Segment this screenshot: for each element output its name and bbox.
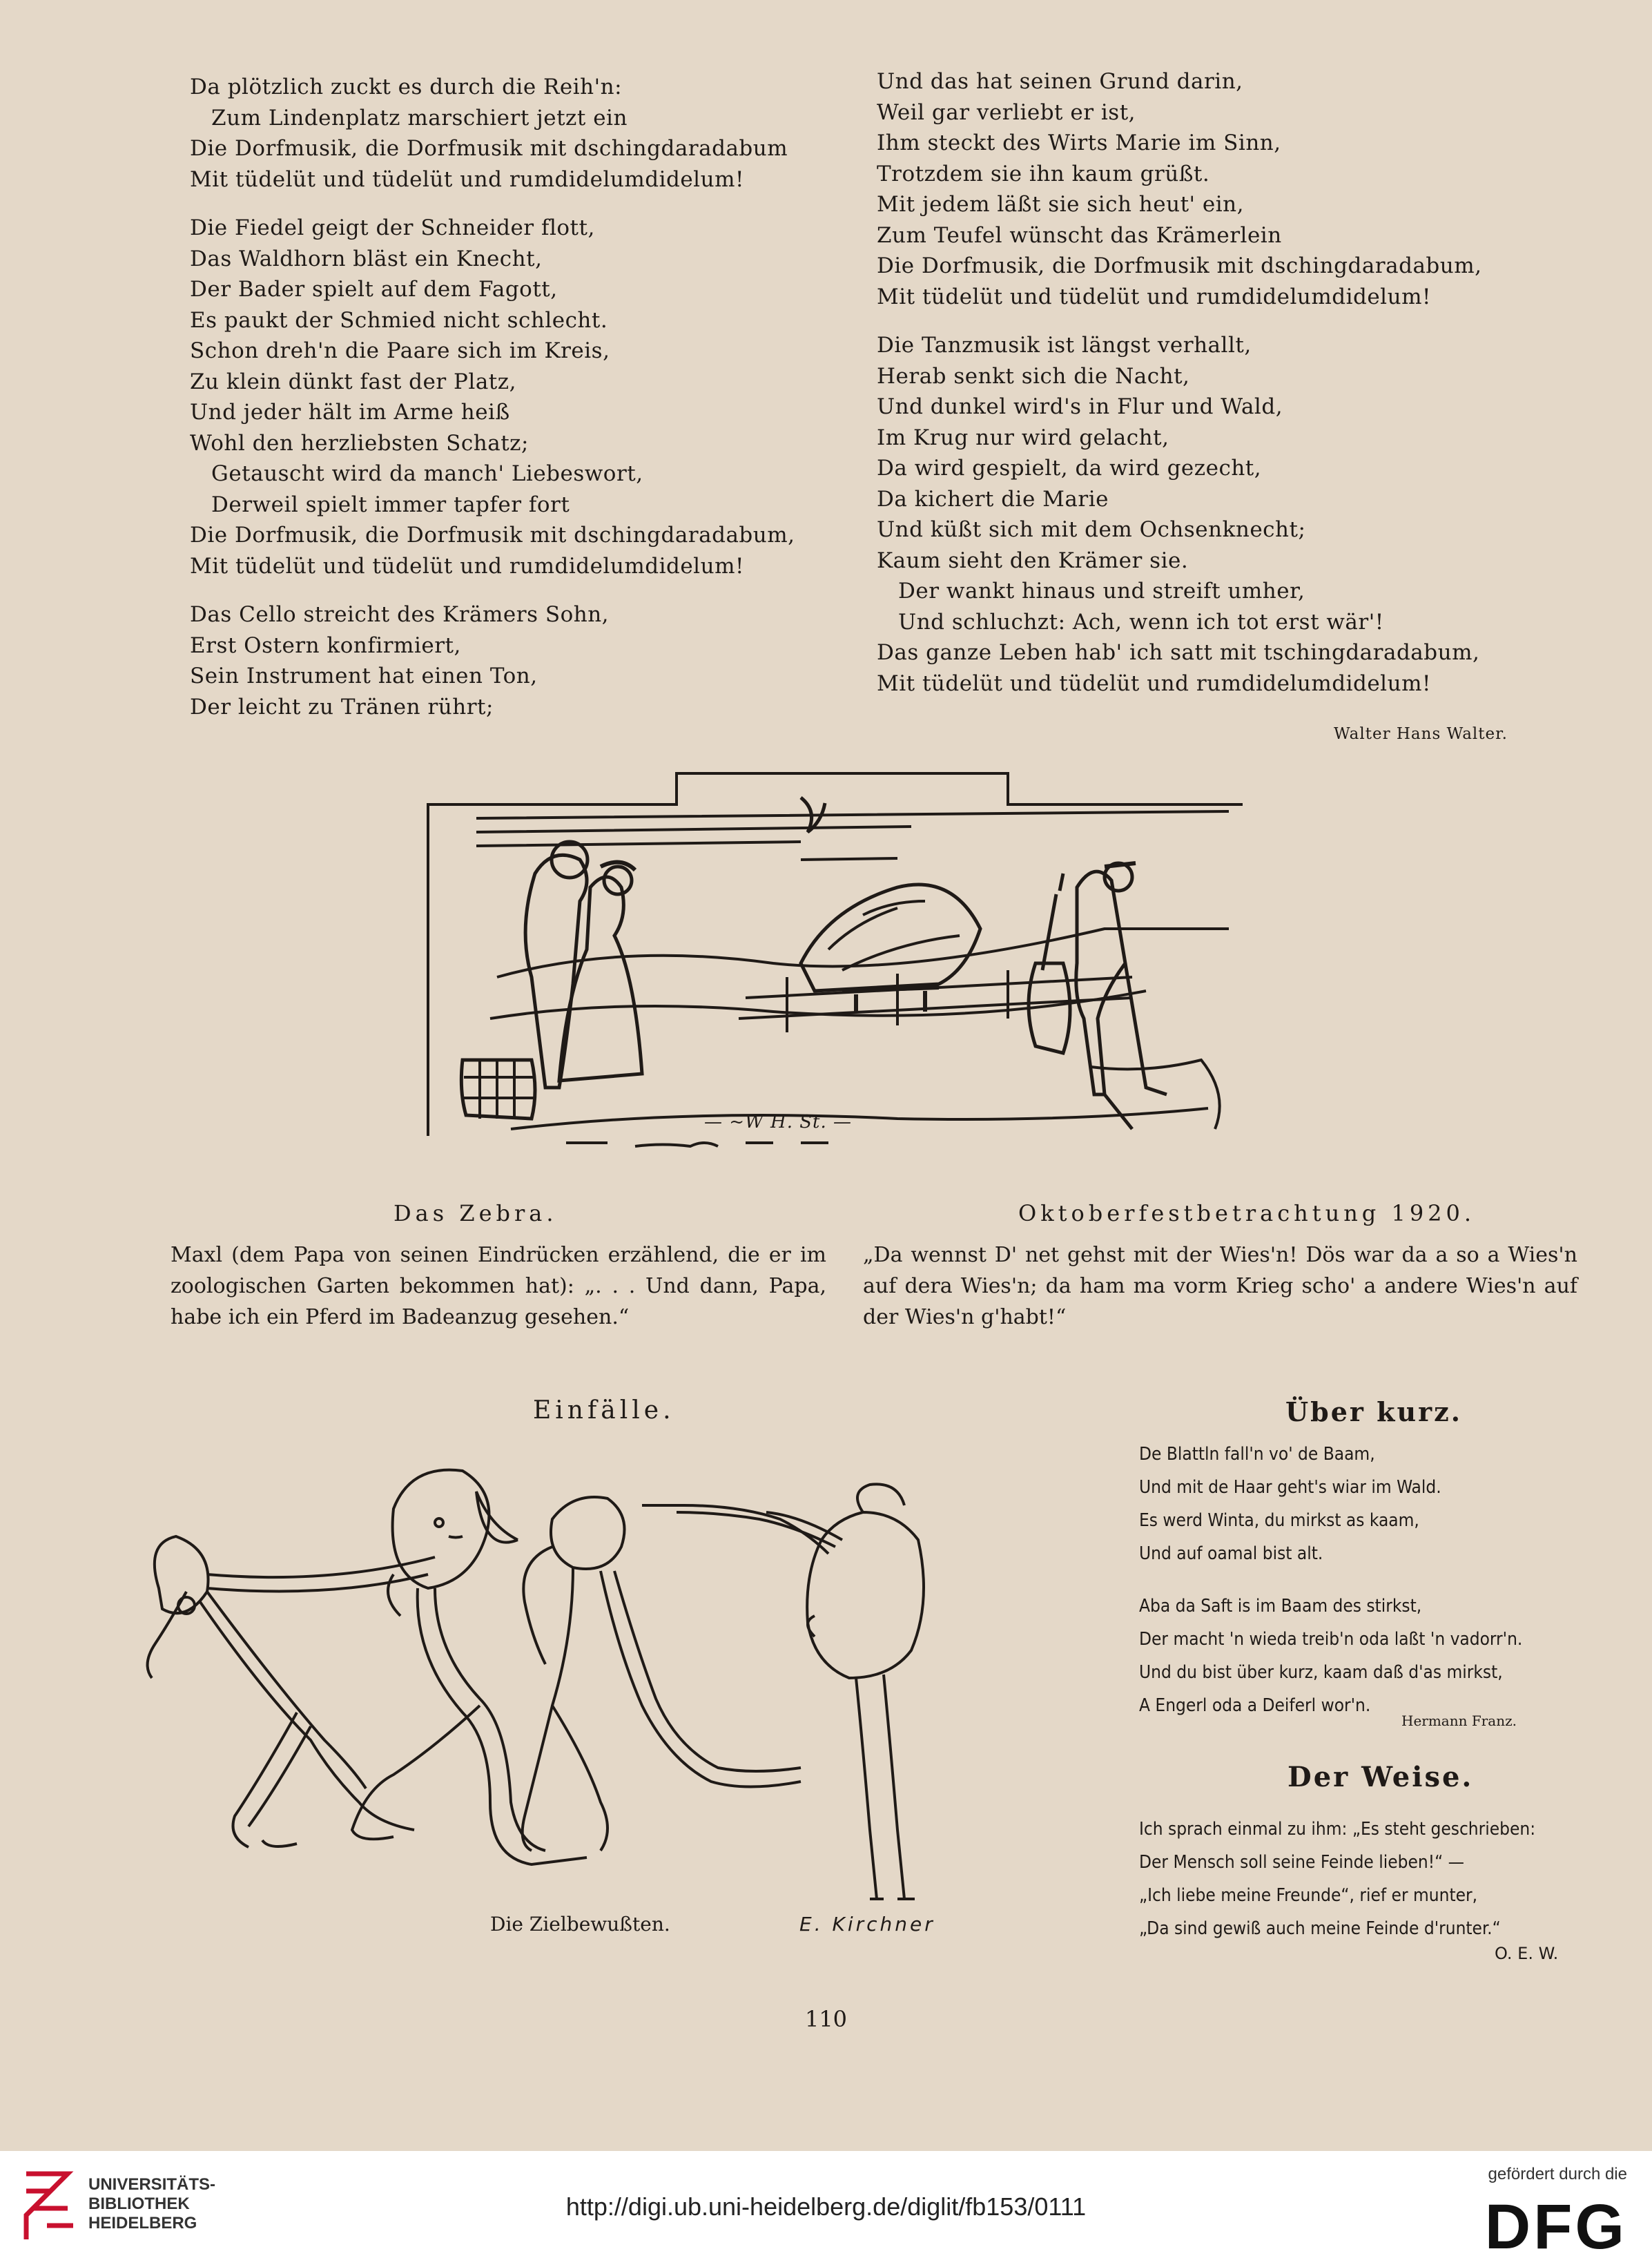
verse-line: Trotzdem sie ihn kaum grüßt. [877,161,1210,186]
stanza-gap [190,195,795,213]
institution-line: HEIDELBERG [88,2214,197,2232]
verse-line: Schon dreh'n die Paare sich im Kreis, [190,338,610,363]
village-scene-illustration [414,770,1243,1157]
institution-line: BIBLIOTHEK [88,2194,190,2213]
verse-line: Derweil spielt immer tapfer fort [190,492,570,517]
footer-bar [0,2151,1652,2267]
verse-line: Die Dorfmusik, die Dorfmusik mit dschingdaradabum [190,136,788,161]
verse-line: Und dunkel wird's in Flur und Wald, [877,394,1283,419]
institution-line: UNIVERSITÄTS- [88,2175,216,2194]
verse-line: Und auf oamal bist alt. [1139,1543,1323,1564]
verse-line: Und küßt sich mit dem Ochsenknecht; [877,517,1306,542]
verse-line: Mit tüdelüt und tüdelüt und rumdidelumdidelum! [190,553,744,579]
verse-line: Da plötzlich zuckt es durch die Reih'n: [190,75,623,99]
poem-author: Walter Hans Walter. [1334,725,1508,743]
verse-line: Mit tüdelüt und tüdelüt und rumdidelumdidelum! [877,284,1431,309]
verse-line: Das ganze Leben hab' ich satt mit tschingdaradabum, [877,640,1480,665]
einfaelle-title: Einfälle. [533,1396,675,1425]
der-weise-poem [1139,1813,1535,1945]
stanza-gap [1139,1570,1522,1590]
verse-line: Wohl den herzliebsten Schatz; [190,430,529,456]
verse-line: Der Bader spielt auf dem Fagott, [190,277,558,302]
ueber-kurz-author: Hermann Franz. [1401,1713,1517,1729]
verse-line: Kaum sieht den Krämer sie. [877,548,1189,573]
verse-line: Ihm steckt des Wirts Marie im Sinn, [877,131,1281,155]
dfg-logo: DFG [1484,2192,1627,2262]
verse-line: Und das hat seinen Grund darin, [877,69,1243,94]
illustration-signature: — ~W H. St. — [704,1112,853,1132]
verse-line: Und mit de Haar geht's wiar im Wald. [1139,1477,1441,1498]
verse-line: Es werd Winta, du mirkst as kaam, [1139,1510,1419,1531]
der-weise-title: Der Weise. [1287,1761,1474,1793]
einfaelle-caption: Die Zielbewußten. [490,1913,670,1936]
oktober-title: Oktoberfestbetrachtung 1920. [1018,1200,1476,1226]
funded-by-label: gefördert durch die [1488,2165,1627,2183]
verse-line: Das Waldhorn bläst ein Knecht, [190,246,543,271]
page-number: 110 [804,2006,848,2032]
verse-line: Erst Ostern konfirmiert, [190,633,461,658]
verse-line: A Engerl oda a Deiferl wor'n. [1139,1695,1371,1716]
goal-driven-figures-drawing [104,1416,1084,1954]
verse-line: Zum Teufel wünscht das Krämerlein [877,222,1282,248]
verse-line: Mit tüdelüt und tüdelüt und rumdidelumdidelum! [877,671,1431,696]
verse-line: Die Dorfmusik, die Dorfmusik mit dschingdaradabum, [877,253,1482,278]
zebra-title: Das Zebra. [393,1200,558,1226]
poem-right-column [877,66,1482,699]
verse-line: Und schluchzt: Ach, wenn ich tot erst wär'! [877,609,1384,635]
ueber-kurz-poem [1139,1438,1522,1722]
verse-line: Mit tüdelüt und tüdelüt und rumdidelumdidelum! [190,166,744,192]
verse-line: Die Dorfmusik, die Dorfmusik mit dschingdaradabum, [190,523,795,548]
verse-line: Sein Instrument hat einen Ton, [190,664,538,688]
ueber-kurz-title: Über kurz. [1285,1396,1462,1427]
permalink-url[interactable]: http://digi.ub.uni-heidelberg.de/diglit/fb153/0111 [565,2192,1087,2221]
verse-line: Zu klein dünkt fast der Platz, [190,369,516,394]
verse-line: Mit jedem läßt sie sich heut' ein, [877,192,1244,217]
verse-line: Es paukt der Schmied nicht schlecht. [190,307,608,333]
verse-line: Die Tanzmusik ist längst verhallt, [877,333,1252,358]
verse-line: Zum Lindenplatz marschiert jetzt ein [190,105,628,131]
verse-line: Getauscht wird da manch' Liebeswort, [190,461,643,486]
verse-line: Ich sprach einmal zu ihm: „Es steht geschrieben: [1139,1819,1536,1840]
verse-line: „Da sind gewiß auch meine Feinde d'runter.“ [1139,1918,1501,1939]
verse-line: Da wird gespielt, da wird gezecht, [877,456,1262,481]
der-weise-author: O. E. W. [1495,1944,1559,1963]
verse-line: Der wankt hinaus und streift umher, [877,579,1305,604]
verse-line: De Blattln fall'n vo' de Baam, [1139,1444,1375,1465]
verse-line: Da kichert die Marie [877,486,1109,512]
stanza-gap [190,581,795,599]
verse-line: Und du bist über kurz, kaam daß d'as mirkst, [1139,1662,1503,1683]
poem-left-column [190,72,795,722]
verse-line: Herab senkt sich die Nacht, [877,363,1190,389]
verse-line: Aba da Saft is im Baam des stirkst, [1139,1596,1422,1617]
verse-line: Der macht 'n wieda treib'n oda laßt 'n vadorr'n. [1139,1629,1523,1650]
verse-line: „Ich liebe meine Freunde“, rief er munter, [1139,1885,1478,1906]
einfaelle-signature: E. Kirchner [799,1913,935,1936]
verse-line: Das Cello streicht des Krämers Sohn, [190,602,610,627]
verse-line: Die Fiedel geigt der Schneider flott, [190,215,595,240]
verse-line: Und jeder hält im Arme heiß [190,400,510,425]
stanza-gap [877,312,1482,330]
verse-line: Der leicht zu Tränen rührt; [190,694,494,720]
verse-line: Im Krug nur wird gelacht, [877,425,1169,450]
oktober-text: „Da wennst D' net gehst mit der Wies'n! Dös war da a so a Wies'n auf dera Wies'n; da ham ma vorm Krieg scho' a andere Wies'n auf der Wies'n g'habt!“ [863,1243,1577,1329]
verse-line: Der Mensch soll seine Feinde lieben!“ — [1139,1852,1465,1873]
verse-line: Weil gar verliebt er ist, [877,99,1136,125]
zebra-text: Maxl (dem Papa von seinen Eindrücken erzählend, die er im zoologischen Garten bekommen hat): „. . . Und dann, Papa, habe ich ein Pferd im Badeanzug gesehen.“ [171,1243,826,1329]
